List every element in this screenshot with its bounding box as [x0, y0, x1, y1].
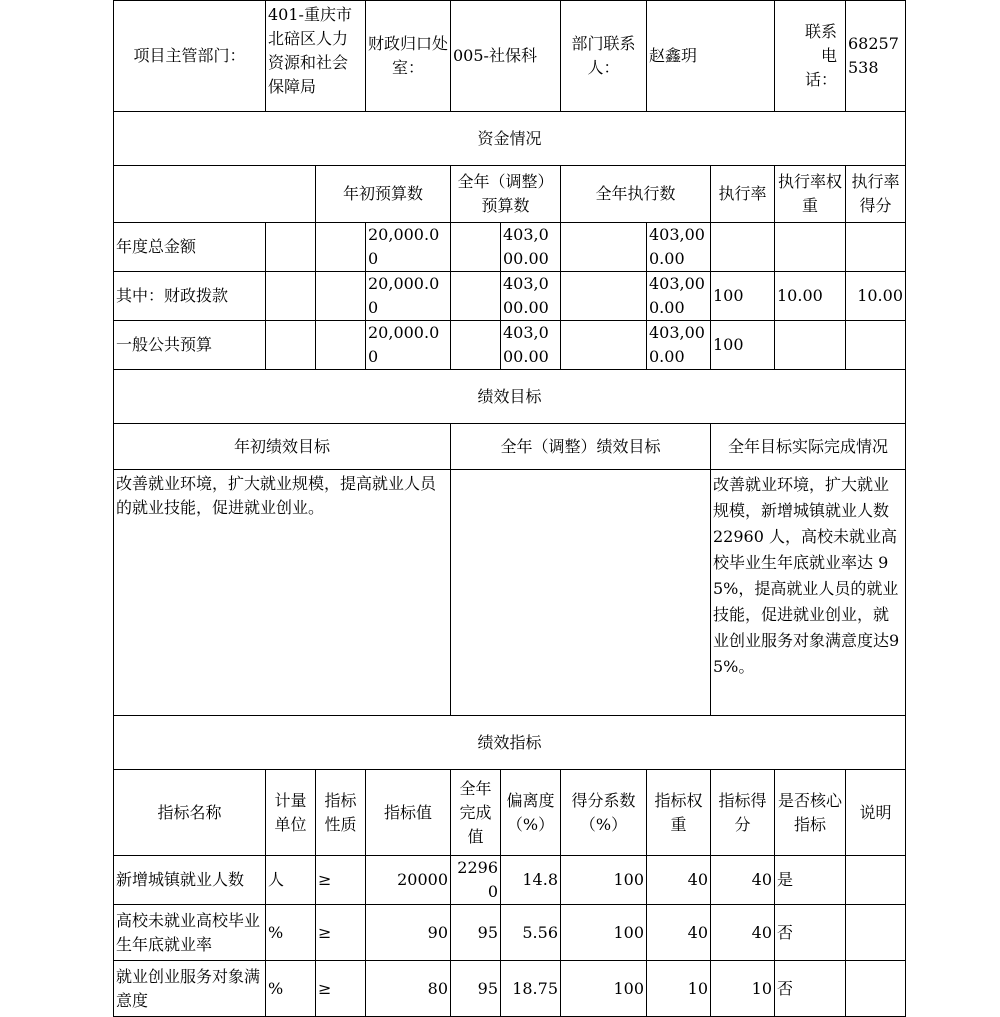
performance-table	[113, 0, 906, 1017]
ind-col-coef: 得分系数（%）	[561, 770, 647, 856]
ind-col-weight: 指标权重	[647, 770, 711, 856]
phone-label: 联系电话：	[775, 1, 846, 112]
funds-section-title: 资金情况	[114, 112, 906, 166]
ind-col-note: 说明	[846, 770, 906, 856]
ind-name: 高校未就业高校毕业生年底就业率	[114, 905, 266, 961]
funds-header-row	[114, 166, 906, 223]
funds-row-label: 一般公共预算	[114, 321, 266, 370]
indicators-section-title: 绩效指标	[114, 716, 906, 770]
ind-coef: 100	[561, 905, 647, 961]
funds-col-executed: 全年执行数	[561, 166, 711, 223]
funds-row-executed: 403,000.00	[647, 321, 711, 370]
funds-col-rate: 执行率	[711, 166, 775, 223]
ind-completed: 95	[451, 905, 501, 961]
funds-row-label: 年度总金额	[114, 223, 266, 272]
ind-core: 否	[775, 905, 846, 961]
goals-section-title: 绩效目标	[114, 370, 906, 424]
funds-row-initial: 20,000.00	[366, 223, 451, 272]
ind-note	[846, 905, 906, 961]
ind-nature: ≥	[316, 905, 366, 961]
ind-note	[846, 856, 906, 905]
ind-weight: 40	[647, 856, 711, 905]
ind-col-score: 指标得分	[711, 770, 775, 856]
funds-row-weight: 10.00	[775, 272, 846, 321]
ind-col-name: 指标名称	[114, 770, 266, 856]
indicator-row	[114, 961, 906, 1017]
ind-name: 就业创业服务对象满意度	[114, 961, 266, 1017]
funds-row-score	[846, 223, 906, 272]
funds-row	[114, 321, 906, 370]
ind-unit: 人	[266, 856, 316, 905]
ind-weight: 40	[647, 905, 711, 961]
contact-value: 赵鑫玥	[647, 1, 775, 112]
ind-col-completed: 全年完成值	[451, 770, 501, 856]
ind-score: 10	[711, 961, 775, 1017]
ind-col-value: 指标值	[366, 770, 451, 856]
funds-row-weight	[775, 321, 846, 370]
phone-value: 68257538	[846, 1, 906, 112]
goals-header-row	[114, 424, 906, 470]
funds-col-initial: 年初预算数	[316, 166, 451, 223]
ind-score: 40	[711, 856, 775, 905]
goals-initial-text: 改善就业环境，扩大就业规模，提高就业人员的就业技能，促进就业创业。	[114, 470, 451, 716]
goals-actual-text: 改善就业环境，扩大就业规模，新增城镇就业人数 22960 人，高校未就业高校毕业生年底就业率达 95%，提高就业人员的就业技能，促进就业创业，就业创业服务对象满意度达95%。	[711, 470, 906, 716]
funds-row-adjusted: 403,000.00	[501, 223, 561, 272]
funds-row-score: 10.00	[846, 272, 906, 321]
funds-row-initial: 20,000.00	[366, 272, 451, 321]
goals-col-initial: 年初绩效目标	[114, 424, 451, 470]
ind-nature: ≥	[316, 856, 366, 905]
ind-deviation: 14.8	[501, 856, 561, 905]
ind-core: 是	[775, 856, 846, 905]
ind-value: 20000	[366, 856, 451, 905]
ind-unit: %	[266, 961, 316, 1017]
finance-label: 财政归口处室：	[366, 1, 451, 112]
ind-completed: 22960	[451, 856, 501, 905]
ind-value: 90	[366, 905, 451, 961]
ind-weight: 10	[647, 961, 711, 1017]
ind-score: 40	[711, 905, 775, 961]
ind-name: 新增城镇就业人数	[114, 856, 266, 905]
ind-note	[846, 961, 906, 1017]
ind-col-unit: 计量单位	[266, 770, 316, 856]
ind-deviation: 18.75	[501, 961, 561, 1017]
indicator-row	[114, 905, 906, 961]
funds-row-rate: 100	[711, 321, 775, 370]
funds-row	[114, 223, 906, 272]
dept-value: 401-重庆市北碚区人力资源和社会保障局	[266, 1, 366, 112]
ind-core: 否	[775, 961, 846, 1017]
funds-row-adjusted: 403,000.00	[501, 272, 561, 321]
funds-col-weight: 执行率权重	[775, 166, 846, 223]
ind-completed: 95	[451, 961, 501, 1017]
ind-col-deviation: 偏离度（%）	[501, 770, 561, 856]
goals-col-adjusted: 全年（调整）绩效目标	[451, 424, 711, 470]
funds-col-score: 执行率得分	[846, 166, 906, 223]
ind-deviation: 5.56	[501, 905, 561, 961]
funds-row	[114, 272, 906, 321]
funds-row-adjusted: 403,000.00	[501, 321, 561, 370]
funds-row-executed: 403,000.00	[647, 223, 711, 272]
goals-col-actual: 全年目标实际完成情况	[711, 424, 906, 470]
funds-row-weight	[775, 223, 846, 272]
ind-unit: %	[266, 905, 316, 961]
funds-row-executed: 403,000.00	[647, 272, 711, 321]
funds-row-rate	[711, 223, 775, 272]
ind-col-core: 是否核心指标	[775, 770, 846, 856]
contact-label: 部门联系人：	[561, 1, 647, 112]
ind-coef: 100	[561, 961, 647, 1017]
ind-value: 80	[366, 961, 451, 1017]
indicators-header-row	[114, 770, 906, 856]
funds-row-label: 其中：财政拨款	[114, 272, 266, 321]
goals-content-row	[114, 470, 906, 716]
indicator-row	[114, 856, 906, 905]
goals-adjusted-text	[451, 470, 711, 716]
funds-row-rate: 100	[711, 272, 775, 321]
ind-col-nature: 指标性质	[316, 770, 366, 856]
header-row	[114, 1, 906, 112]
finance-value: 005-社保科	[451, 1, 561, 112]
ind-nature: ≥	[316, 961, 366, 1017]
funds-row-score	[846, 321, 906, 370]
funds-row-initial: 20,000.00	[366, 321, 451, 370]
dept-label: 项目主管部门：	[114, 1, 266, 112]
funds-col-adjusted: 全年（调整）预算数	[451, 166, 561, 223]
ind-coef: 100	[561, 856, 647, 905]
